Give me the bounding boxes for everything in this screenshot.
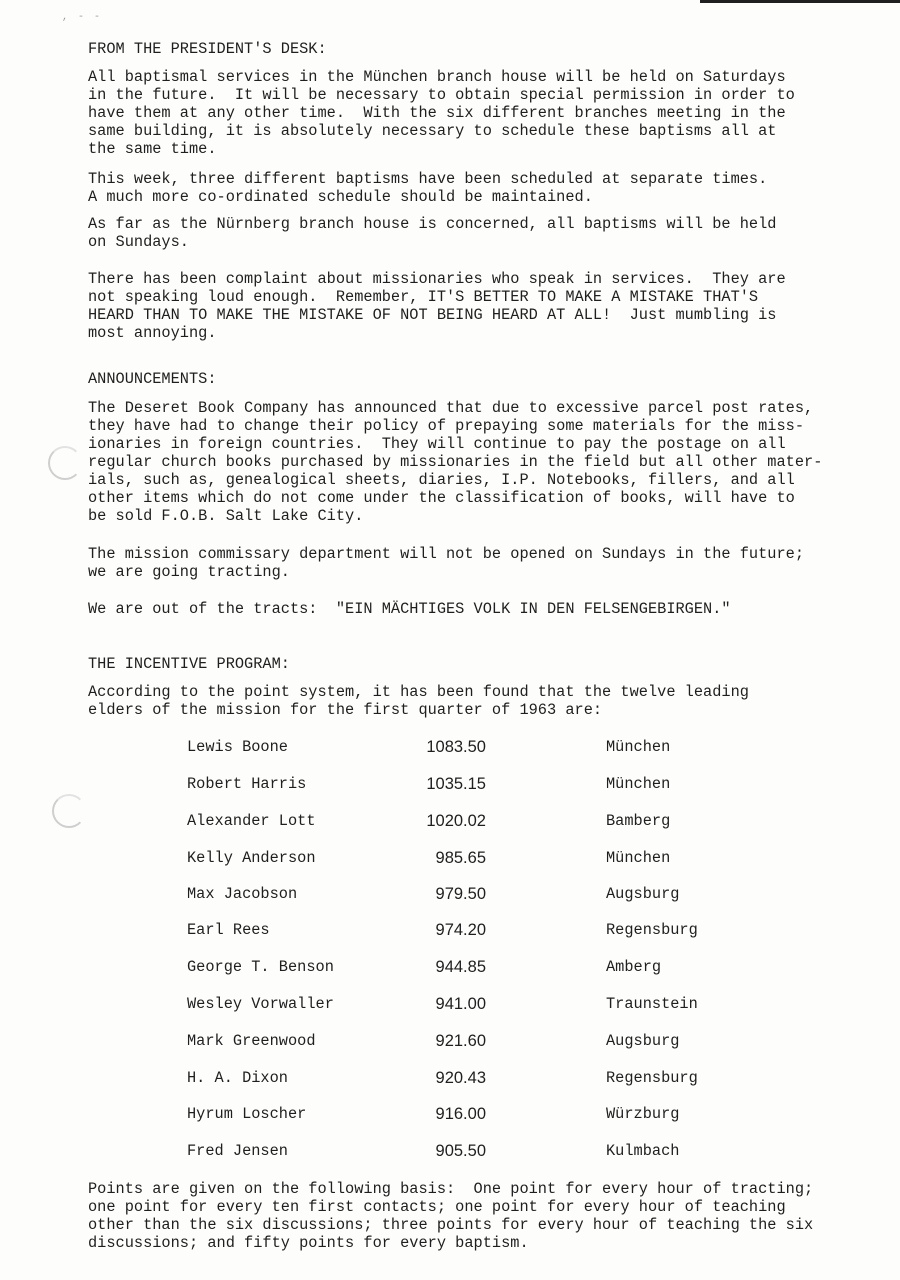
table-row xyxy=(0,1069,900,1089)
elder-name: Earl Rees xyxy=(187,921,270,939)
table-row xyxy=(0,812,900,832)
elder-name: Max Jacobson xyxy=(187,885,298,903)
elder-name: Alexander Lott xyxy=(187,812,316,830)
table-row xyxy=(0,775,900,795)
elder-city: München xyxy=(606,738,671,756)
president-desk-paragraph-4: There has been complaint about missionaries who speak in services. They are not speaking loud enough. Remember, IT'S BETTER TO MAKE A MISTAKE THAT'S HEARD THAN TO MAKE THE MISTAKE OF NOT BEING HEARD AT ALL! Just mumbling is most annoying. xyxy=(88,270,786,342)
announcements-heading: ANNOUNCEMENTS: xyxy=(88,370,217,388)
elder-city: Würzburg xyxy=(606,1105,680,1123)
elder-points: 921.60 xyxy=(435,1032,486,1050)
table-row xyxy=(0,921,900,941)
president-desk-paragraph-3: As far as the Nürnberg branch house is concerned, all baptisms will be held on Sundays. xyxy=(88,215,777,251)
elder-points: 944.85 xyxy=(435,958,486,976)
punch-hole xyxy=(48,446,82,480)
incentive-intro: According to the point system, it has been found that the twelve leading elders of the mission for the first quarter of 1963 are: xyxy=(88,683,749,719)
elder-city: Regensburg xyxy=(606,1069,698,1087)
elder-points: 1020.02 xyxy=(426,812,486,830)
elder-name: George T. Benson xyxy=(187,958,334,976)
announcements-paragraph-1: The Deseret Book Company has announced that due to excessive parcel post rates, they have had to change their policy of prepaying some materials for the miss- ionaries in foreign countries. They will continue to pay the postage on all regular church books purchased by missionaries in the field but all other mater- ials, such as, genealogical sheets, diaries, I.P. Notebooks, fillers, and all other items which do not come under the classification of books, will have to be sold F.O.B. Salt Lake City. xyxy=(88,399,823,525)
president-desk-paragraph-2: This week, three different baptisms have been scheduled at separate times. A much more co-ordinated schedule should be maintained. xyxy=(88,170,768,206)
elder-city: München xyxy=(606,775,671,793)
elder-name: Robert Harris xyxy=(187,775,307,793)
announcements-paragraph-3: We are out of the tracts: "EIN MÄCHTIGES VOLK IN DEN FELSENGEBIRGEN." xyxy=(88,600,731,618)
elder-name: Mark Greenwood xyxy=(187,1032,316,1050)
elder-city: Augsburg xyxy=(606,885,680,903)
table-row xyxy=(0,1142,900,1162)
elder-name: Kelly Anderson xyxy=(187,849,316,867)
elder-name: Wesley Vorwaller xyxy=(187,995,334,1013)
elder-name: H. A. Dixon xyxy=(187,1069,288,1087)
elder-city: Kulmbach xyxy=(606,1142,680,1160)
table-row xyxy=(0,995,900,1015)
table-row xyxy=(0,958,900,978)
elder-points: 941.00 xyxy=(435,995,486,1013)
elder-points: 905.50 xyxy=(435,1142,486,1160)
page-top-edge xyxy=(700,0,900,3)
elder-city: Bamberg xyxy=(606,812,671,830)
table-row xyxy=(0,849,900,869)
elder-points: 916.00 xyxy=(435,1105,486,1123)
elder-name: Fred Jensen xyxy=(187,1142,288,1160)
elder-name: Lewis Boone xyxy=(187,738,288,756)
elder-city: Augsburg xyxy=(606,1032,680,1050)
elder-points: 920.43 xyxy=(435,1069,486,1087)
elder-points: 979.50 xyxy=(435,885,486,903)
table-row xyxy=(0,1105,900,1125)
incentive-heading: THE INCENTIVE PROGRAM: xyxy=(88,655,290,673)
elder-points: 1083.50 xyxy=(426,738,486,756)
elder-points: 974.20 xyxy=(435,921,486,939)
elder-points: 1035.15 xyxy=(426,775,486,793)
points-basis-paragraph: Points are given on the following basis: One point for every hour of tracting; one point for every ten first contacts; one point for every hour of teaching other than the six discussions; three points for every hour of teaching the six discussions; and fifty points for every baptism. xyxy=(88,1180,814,1252)
president-desk-heading: FROM THE PRESIDENT'S DESK: xyxy=(88,40,327,58)
elder-city: Regensburg xyxy=(606,921,698,939)
elder-city: Amberg xyxy=(606,958,662,976)
announcements-paragraph-2: The mission commissary department will not be opened on Sundays in the future; we are going tracting. xyxy=(88,545,805,581)
table-row xyxy=(0,885,900,905)
president-desk-paragraph-1: All baptismal services in the München branch house will be held on Saturdays in the future. It will be necessary to obtain special permission in order to have them at any other time. With the six different branches meeting in the same building, it is absolutely necessary to schedule these baptisms all at the same time. xyxy=(88,68,795,158)
elder-city: Traunstein xyxy=(606,995,698,1013)
elder-points: 985.65 xyxy=(435,849,486,867)
table-row xyxy=(0,738,900,758)
elder-name: Hyrum Loscher xyxy=(187,1105,307,1123)
elder-city: München xyxy=(606,849,671,867)
table-row xyxy=(0,1032,900,1052)
corner-pencil-mark: , - - xyxy=(62,12,103,23)
